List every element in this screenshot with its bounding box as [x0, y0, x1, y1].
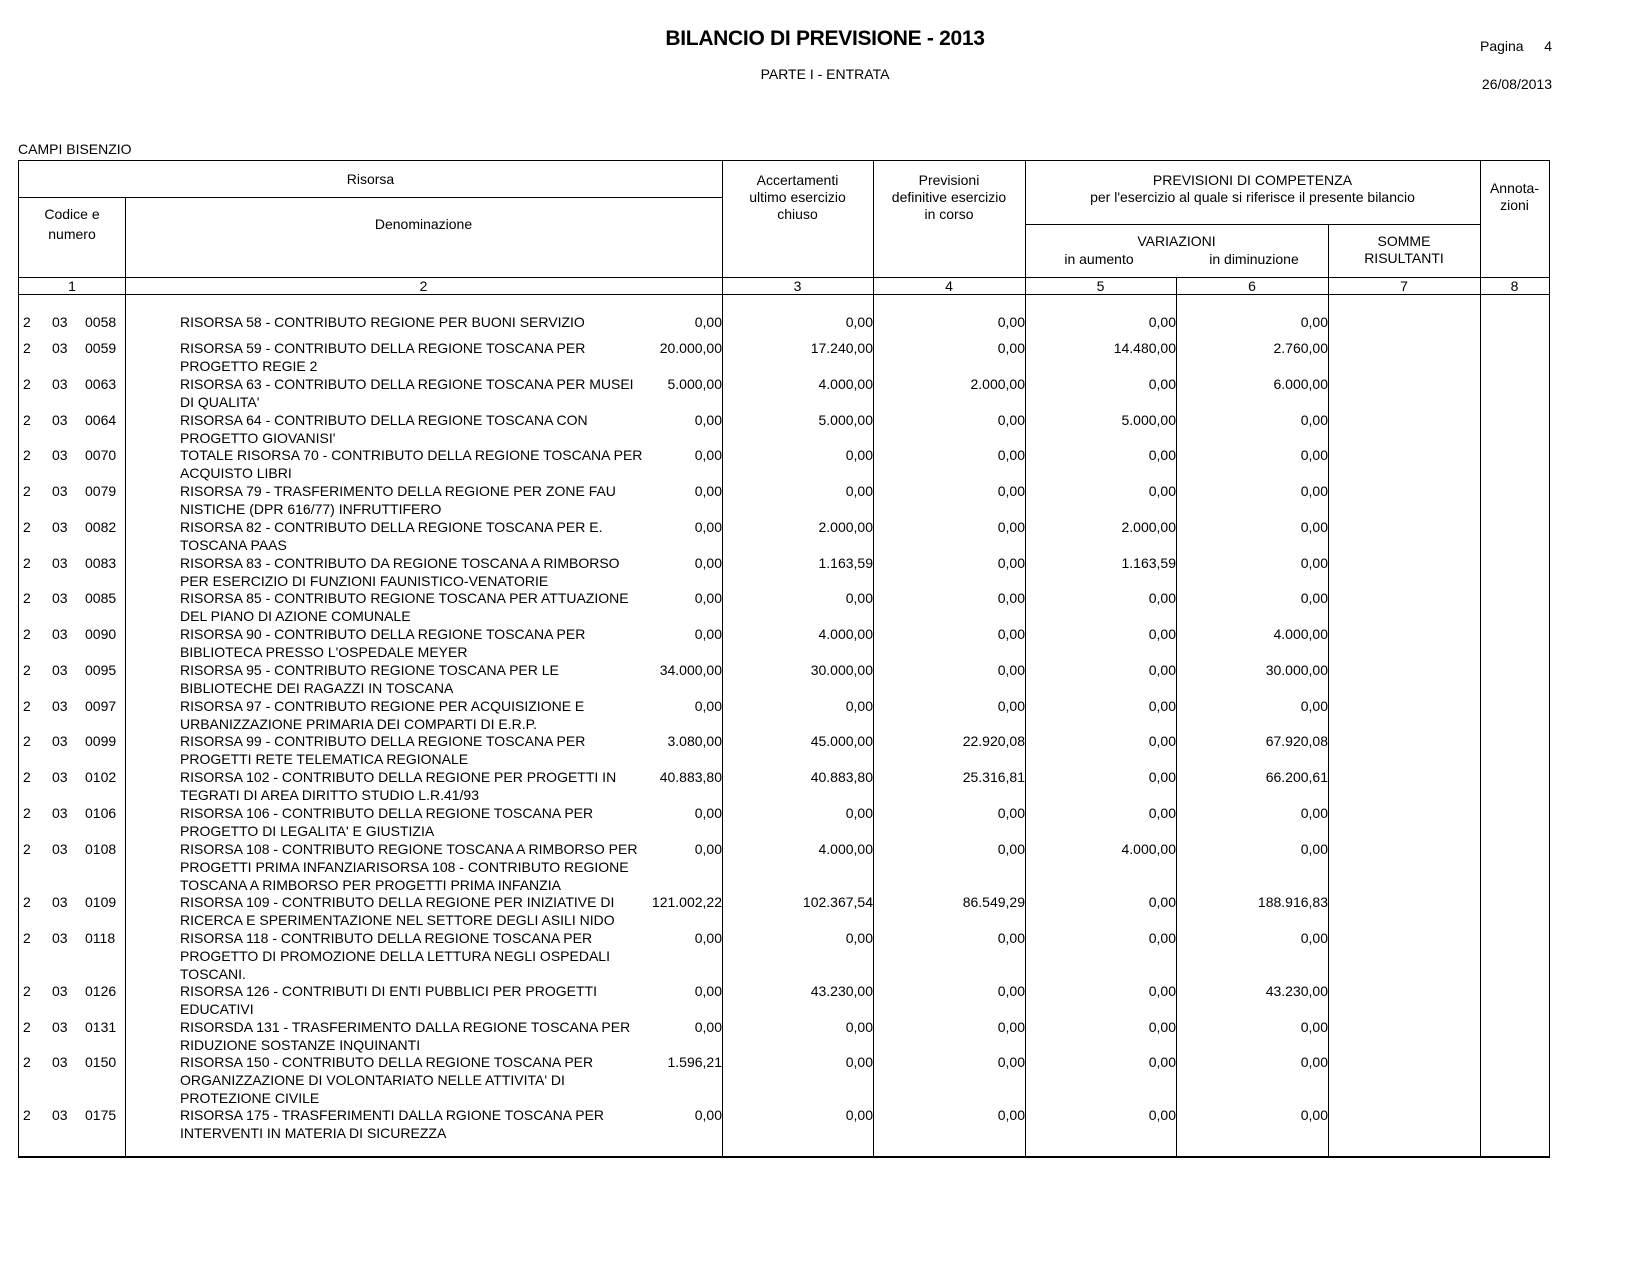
divider: [873, 161, 874, 1157]
code-categoria: 03: [52, 1107, 68, 1123]
amount-previsioni: 2.000,00: [818, 519, 873, 535]
column-number: 2: [419, 278, 428, 294]
amount-aumento: 0,00: [997, 412, 1025, 428]
amount-diminuzione: 1.163,59: [1121, 555, 1176, 571]
amount-previsioni: 4.000,00: [818, 841, 873, 857]
amount-somme: 30.000,00: [1265, 662, 1328, 678]
description-line: RISORSA 79 - TRASFERIMENTO DELLA REGIONE PER ZONE FAU: [180, 483, 616, 499]
code-titolo: 2: [23, 447, 31, 463]
amount-aumento: 0,00: [997, 314, 1025, 330]
header-competenza: PREVISIONI DI COMPETENZA per l'esercizio al quale si riferisce il presente bilancio: [1090, 172, 1415, 205]
code-titolo: 2: [23, 483, 31, 499]
description-line: RISORSA 99 - CONTRIBUTO DELLA REGIONE TOSCANA PER: [180, 733, 586, 749]
code-categoria: 03: [52, 340, 68, 356]
amount-accertamenti: 0,00: [694, 590, 722, 606]
header-variazioni: VARIAZIONI: [1137, 233, 1216, 249]
code-numero: 0079: [85, 483, 117, 499]
header-in-diminuzione: in diminuzione: [1209, 251, 1299, 267]
amount-aumento: 0,00: [997, 447, 1025, 463]
code-numero: 0175: [85, 1107, 117, 1123]
code-titolo: 2: [23, 412, 31, 428]
code-numero: 0095: [85, 662, 117, 678]
amount-diminuzione: 0,00: [1148, 805, 1176, 821]
amount-accertamenti: 34.000,00: [659, 662, 722, 678]
code-categoria: 03: [52, 894, 68, 910]
amount-aumento: 0,00: [997, 340, 1025, 356]
description-line: PROGETTO GIOVANISI': [180, 430, 336, 446]
code-categoria: 03: [52, 769, 68, 785]
description-line: RISORSA 108 - CONTRIBUTO REGIONE TOSCANA A RIMBORSO PER: [180, 841, 638, 857]
amount-previsioni: 0,00: [845, 447, 873, 463]
amount-accertamenti: 3.080,00: [667, 733, 722, 749]
amount-previsioni: 43.230,00: [810, 983, 873, 999]
description-line: RISORSA 102 - CONTRIBUTO DELLA REGIONE PER PROGETTI IN: [180, 769, 617, 785]
amount-aumento: 0,00: [997, 626, 1025, 642]
description-line: RISORSA 106 - CONTRIBUTO DELLA REGIONE TOSCANA PER: [180, 805, 594, 821]
description-line: RISORSA 175 - TRASFERIMENTI DALLA RGIONE TOSCANA PER: [180, 1107, 605, 1123]
code-categoria: 03: [52, 626, 68, 642]
description-line: PROTEZIONE CIVILE: [180, 1090, 320, 1106]
amount-accertamenti: 0,00: [694, 555, 722, 571]
amount-somme: 43.230,00: [1265, 983, 1328, 999]
description-line: DEL PIANO DI AZIONE COMUNALE: [180, 608, 411, 624]
amount-previsioni: 5.000,00: [818, 412, 873, 428]
amount-diminuzione: 14.480,00: [1113, 340, 1176, 356]
code-titolo: 2: [23, 841, 31, 857]
code-numero: 0063: [85, 376, 117, 392]
divider: [1480, 161, 1481, 1157]
code-categoria: 03: [52, 376, 68, 392]
code-categoria: 03: [52, 841, 68, 857]
description-line: RICERCA E SPERIMENTAZIONE NEL SETTORE DEGLI ASILI NIDO: [180, 912, 615, 928]
amount-diminuzione: 0,00: [1148, 626, 1176, 642]
amount-aumento: 0,00: [997, 555, 1025, 571]
description-line: RISORSA 126 - CONTRIBUTI DI ENTI PUBBLICI PER PROGETTI: [180, 983, 597, 999]
amount-aumento: 0,00: [997, 1107, 1025, 1123]
description-line: BIBLIOTECA PRESSO L'OSPEDALE MEYER: [180, 644, 468, 660]
amount-previsioni: 0,00: [845, 483, 873, 499]
amount-previsioni: 30.000,00: [810, 662, 873, 678]
amount-somme: 0,00: [1300, 590, 1328, 606]
amount-aumento: 0,00: [997, 1019, 1025, 1035]
code-categoria: 03: [52, 1019, 68, 1035]
amount-diminuzione: 0,00: [1148, 930, 1176, 946]
amount-somme: 0,00: [1300, 698, 1328, 714]
code-numero: 0109: [85, 894, 117, 910]
amount-accertamenti: 0,00: [694, 412, 722, 428]
amount-diminuzione: 0,00: [1148, 1019, 1176, 1035]
column-number: 6: [1248, 278, 1256, 294]
divider: [125, 197, 126, 1157]
amount-previsioni: 0,00: [845, 314, 873, 330]
amount-previsioni: 0,00: [845, 1019, 873, 1035]
code-numero: 0059: [85, 340, 117, 356]
amount-somme: 0,00: [1300, 1054, 1328, 1070]
amount-accertamenti: 1.596,21: [667, 1054, 722, 1070]
code-titolo: 2: [23, 769, 31, 785]
code-numero: 0097: [85, 698, 117, 714]
description-line: RISORSA 95 - CONTRIBUTO REGIONE TOSCANA PER LE: [180, 662, 559, 678]
code-titolo: 2: [23, 376, 31, 392]
header-denominazione: Denominazione: [374, 216, 473, 232]
column-number: 4: [945, 278, 953, 294]
code-numero: 0102: [85, 769, 117, 785]
amount-accertamenti: 0,00: [694, 983, 722, 999]
header-somme-risultanti: SOMME RISULTANTI: [1364, 233, 1444, 266]
amount-somme: 0,00: [1300, 805, 1328, 821]
code-titolo: 2: [23, 894, 31, 910]
column-number: 1: [68, 278, 76, 294]
amount-previsioni: 45.000,00: [810, 733, 873, 749]
entity-name: CAMPI BISENZIO: [18, 141, 132, 157]
description-line: RISORSA 150 - CONTRIBUTO DELLA REGIONE TOSCANA PER: [180, 1054, 594, 1070]
report-date: 26/08/2013: [1481, 76, 1552, 92]
header-codice-line2: numero: [48, 226, 96, 242]
amount-aumento: 0,00: [997, 662, 1025, 678]
amount-somme: 0,00: [1300, 314, 1328, 330]
amount-aumento: 22.920,08: [962, 733, 1025, 749]
amount-diminuzione: 0,00: [1148, 983, 1176, 999]
amount-previsioni: 0,00: [845, 698, 873, 714]
description-line: RIDUZIONE SOSTANZE INQUINANTI: [180, 1037, 421, 1053]
description-line: EDUCATIVI: [180, 1001, 254, 1017]
amount-accertamenti: 0,00: [694, 1107, 722, 1123]
code-categoria: 03: [52, 314, 68, 330]
divider: [1025, 161, 1026, 1157]
amount-somme: 188.916,83: [1257, 894, 1328, 910]
amount-somme: 0,00: [1300, 930, 1328, 946]
amount-aumento: 0,00: [997, 841, 1025, 857]
description-line: PROGETTI PRIMA INFANZIARISORSA 108 - CONTRIBUTO REGIONE: [180, 859, 629, 875]
code-categoria: 03: [52, 930, 68, 946]
code-titolo: 2: [23, 662, 31, 678]
amount-diminuzione: 0,00: [1148, 314, 1176, 330]
amount-somme: 2.760,00: [1273, 340, 1328, 356]
amount-aumento: 25.316,81: [962, 769, 1025, 785]
description-line: RISORSA 59 - CONTRIBUTO DELLA REGIONE TOSCANA PER: [180, 340, 586, 356]
description-line: RISORSA 64 - CONTRIBUTO DELLA REGIONE TOSCANA CON: [180, 412, 588, 428]
description-line: NISTICHE (DPR 616/77) INFRUTTIFERO: [180, 501, 442, 517]
code-titolo: 2: [23, 805, 31, 821]
description-line: ACQUISTO LIBRI: [180, 465, 292, 481]
amount-accertamenti: 0,00: [694, 483, 722, 499]
amount-somme: 0,00: [1300, 1019, 1328, 1035]
amount-accertamenti: 40.883,80: [659, 769, 722, 785]
description-line: PROGETTO REGIE 2: [180, 358, 318, 374]
amount-diminuzione: 0,00: [1148, 447, 1176, 463]
code-categoria: 03: [52, 662, 68, 678]
column-number: 5: [1096, 278, 1105, 294]
header-codice-line1: Codice e: [44, 206, 100, 222]
amount-previsioni: 1.163,59: [818, 555, 873, 571]
amount-previsioni: 0,00: [845, 1107, 873, 1123]
divider: [1328, 224, 1329, 1157]
amount-aumento: 0,00: [997, 590, 1025, 606]
description-line: TOTALE RISORSA 70 - CONTRIBUTO DELLA REGIONE TOSCANA PER: [180, 447, 643, 463]
description-line: TOSCANA PAAS: [180, 537, 287, 553]
amount-accertamenti: 0,00: [694, 930, 722, 946]
amount-somme: 0,00: [1300, 447, 1328, 463]
code-titolo: 2: [23, 733, 31, 749]
amount-accertamenti: 0,00: [694, 314, 722, 330]
page-title: BILANCIO DI PREVISIONE - 2013: [665, 27, 985, 50]
amount-previsioni: 17.240,00: [810, 340, 873, 356]
code-titolo: 2: [23, 519, 31, 535]
column-number: 7: [1400, 278, 1408, 294]
code-titolo: 2: [23, 314, 31, 330]
code-numero: 0131: [85, 1019, 117, 1035]
code-titolo: 2: [23, 983, 31, 999]
amount-accertamenti: 20.000,00: [659, 340, 722, 356]
description-line: PROGETTI RETE TELEMATICA REGIONALE: [180, 751, 469, 767]
amount-accertamenti: 0,00: [694, 626, 722, 642]
code-numero: 0106: [85, 805, 117, 821]
description-line: BIBLIOTECHE DEI RAGAZZI IN TOSCANA: [180, 680, 454, 696]
description-line: RISORSA 58 - CONTRIBUTO REGIONE PER BUONI SERVIZIO: [180, 314, 585, 330]
amount-accertamenti: 5.000,00: [667, 376, 722, 392]
column-number: 3: [793, 278, 802, 294]
description-line: URBANIZZAZIONE PRIMARIA DEI COMPARTI DI E.R.P.: [180, 716, 538, 732]
code-categoria: 03: [52, 447, 68, 463]
amount-diminuzione: 0,00: [1148, 698, 1176, 714]
amount-aumento: 0,00: [997, 483, 1025, 499]
description-line: RISORSA 97 - CONTRIBUTO REGIONE PER ACQUISIZIONE E: [180, 698, 585, 714]
amount-aumento: 0,00: [997, 930, 1025, 946]
code-categoria: 03: [52, 698, 68, 714]
header-annotazioni: Annota- zioni: [1489, 180, 1540, 213]
code-numero: 0108: [85, 841, 117, 857]
amount-previsioni: 0,00: [845, 805, 873, 821]
amount-somme: 4.000,00: [1273, 626, 1328, 642]
amount-aumento: 0,00: [997, 519, 1025, 535]
code-numero: 0070: [85, 447, 117, 463]
header-codice: [19, 206, 125, 243]
budget-table: [18, 160, 1550, 1158]
amount-diminuzione: 5.000,00: [1121, 412, 1176, 428]
amount-aumento: 2.000,00: [970, 376, 1025, 392]
description-line: ORGANIZZAZIONE DI VOLONTARIATO NELLE ATTIVITA' DI: [180, 1072, 565, 1088]
amount-diminuzione: 0,00: [1148, 483, 1176, 499]
code-titolo: 2: [23, 1054, 31, 1070]
amount-diminuzione: 0,00: [1148, 733, 1176, 749]
header-accertamenti: Accertamenti ultimo esercizio chiuso: [749, 172, 846, 222]
description-line: TOSCANA A RIMBORSO PER PROGETTI PRIMA INFANZIA: [180, 877, 561, 893]
amount-previsioni: 40.883,80: [810, 769, 873, 785]
amount-somme: 67.920,08: [1265, 733, 1328, 749]
code-categoria: 03: [52, 519, 68, 535]
code-titolo: 2: [23, 1019, 31, 1035]
code-titolo: 2: [23, 626, 31, 642]
code-titolo: 2: [23, 340, 31, 356]
code-numero: 0058: [85, 314, 117, 330]
description-line: RISORSA 109 - CONTRIBUTO DELLA REGIONE PER INIZIATIVE DI: [180, 894, 615, 910]
amount-previsioni: 4.000,00: [818, 626, 873, 642]
amount-previsioni: 0,00: [845, 590, 873, 606]
divider: [19, 197, 722, 198]
amount-aumento: 0,00: [997, 1054, 1025, 1070]
description-line: RISORSA 90 - CONTRIBUTO DELLA REGIONE TOSCANA PER: [180, 626, 586, 642]
description-line: PROGETTO DI LEGALITA' E GIUSTIZIA: [180, 823, 435, 839]
description-line: PER ESERCIZIO DI FUNZIONI FAUNISTICO-VENATORIE: [180, 573, 549, 589]
amount-previsioni: 0,00: [845, 1054, 873, 1070]
amount-somme: 66.200,61: [1265, 769, 1328, 785]
code-titolo: 2: [23, 1107, 31, 1123]
code-numero: 0150: [85, 1054, 117, 1070]
page-label: Pagina: [1480, 38, 1524, 54]
amount-somme: 6.000,00: [1273, 376, 1328, 392]
description-line: RISORSDA 131 - TRASFERIMENTO DALLA REGIONE TOSCANA PER: [180, 1019, 631, 1035]
code-numero: 0126: [85, 983, 117, 999]
description-line: DI QUALITA': [180, 394, 260, 410]
amount-somme: 0,00: [1300, 1107, 1328, 1123]
amount-accertamenti: 0,00: [694, 805, 722, 821]
code-numero: 0082: [85, 519, 117, 535]
amount-somme: 0,00: [1300, 555, 1328, 571]
code-categoria: 03: [52, 733, 68, 749]
amount-diminuzione: 0,00: [1148, 590, 1176, 606]
description-line: RISORSA 85 - CONTRIBUTO REGIONE TOSCANA PER ATTUAZIONE: [180, 590, 629, 606]
description-line: TEGRATI DI AREA DIRITTO STUDIO L.R.41/93: [180, 787, 479, 803]
amount-somme: 0,00: [1300, 412, 1328, 428]
code-categoria: 03: [52, 805, 68, 821]
page-number: 4: [1544, 38, 1552, 54]
code-titolo: 2: [23, 930, 31, 946]
amount-diminuzione: 0,00: [1148, 1054, 1176, 1070]
amount-diminuzione: 4.000,00: [1121, 841, 1176, 857]
amount-accertamenti: 0,00: [694, 519, 722, 535]
amount-aumento: 86.549,29: [962, 894, 1025, 910]
description-line: INTERVENTI IN MATERIA DI SICUREZZA: [180, 1125, 447, 1141]
amount-accertamenti: 0,00: [694, 447, 722, 463]
amount-somme: 0,00: [1300, 483, 1328, 499]
description-line: TOSCANI.: [180, 966, 246, 982]
code-titolo: 2: [23, 555, 31, 571]
code-numero: 0085: [85, 590, 117, 606]
amount-diminuzione: 0,00: [1148, 662, 1176, 678]
description-line: PROGETTO DI PROMOZIONE DELLA LETTURA NEGLI OSPEDALI: [180, 948, 610, 964]
amount-diminuzione: 0,00: [1148, 769, 1176, 785]
code-categoria: 03: [52, 555, 68, 571]
amount-diminuzione: 0,00: [1148, 894, 1176, 910]
amount-accertamenti: 0,00: [694, 1019, 722, 1035]
page-subtitle: PARTE I - ENTRATA: [760, 66, 890, 82]
amount-somme: 0,00: [1300, 841, 1328, 857]
amount-aumento: 0,00: [997, 983, 1025, 999]
amount-previsioni: 0,00: [845, 930, 873, 946]
code-categoria: 03: [52, 1054, 68, 1070]
code-numero: 0090: [85, 626, 117, 642]
header-in-aumento: in aumento: [1064, 251, 1134, 267]
divider: [1025, 224, 1480, 225]
amount-previsioni: 4.000,00: [818, 376, 873, 392]
amount-aumento: 0,00: [997, 698, 1025, 714]
amount-somme: 0,00: [1300, 519, 1328, 535]
header-risorsa: Risorsa: [346, 171, 395, 187]
amount-accertamenti: 0,00: [694, 698, 722, 714]
amount-previsioni: 102.367,54: [802, 894, 873, 910]
column-number: 8: [1510, 278, 1519, 294]
code-categoria: 03: [52, 590, 68, 606]
amount-diminuzione: 0,00: [1148, 1107, 1176, 1123]
description-line: RISORSA 118 - CONTRIBUTO DELLA REGIONE TOSCANA PER: [180, 930, 593, 946]
header-previsioni: Previsioni definitive esercizio in corso: [891, 172, 1007, 222]
code-numero: 0099: [85, 733, 117, 749]
amount-accertamenti: 0,00: [694, 841, 722, 857]
description-line: RISORSA 83 - CONTRIBUTO DA REGIONE TOSCANA A RIMBORSO: [180, 555, 620, 571]
code-categoria: 03: [52, 983, 68, 999]
code-numero: 0118: [85, 930, 116, 946]
amount-aumento: 0,00: [997, 805, 1025, 821]
code-titolo: 2: [23, 590, 31, 606]
code-numero: 0064: [85, 412, 117, 428]
description-line: RISORSA 63 - CONTRIBUTO DELLA REGIONE TOSCANA PER MUSEI: [180, 376, 634, 392]
amount-diminuzione: 2.000,00: [1121, 519, 1176, 535]
code-numero: 0083: [85, 555, 117, 571]
code-titolo: 2: [23, 698, 31, 714]
amount-accertamenti: 121.002,22: [651, 894, 722, 910]
description-line: RISORSA 82 - CONTRIBUTO DELLA REGIONE TOSCANA PER E.: [180, 519, 603, 535]
divider: [1176, 277, 1177, 1157]
code-categoria: 03: [52, 412, 68, 428]
amount-diminuzione: 0,00: [1148, 376, 1176, 392]
code-categoria: 03: [52, 483, 68, 499]
